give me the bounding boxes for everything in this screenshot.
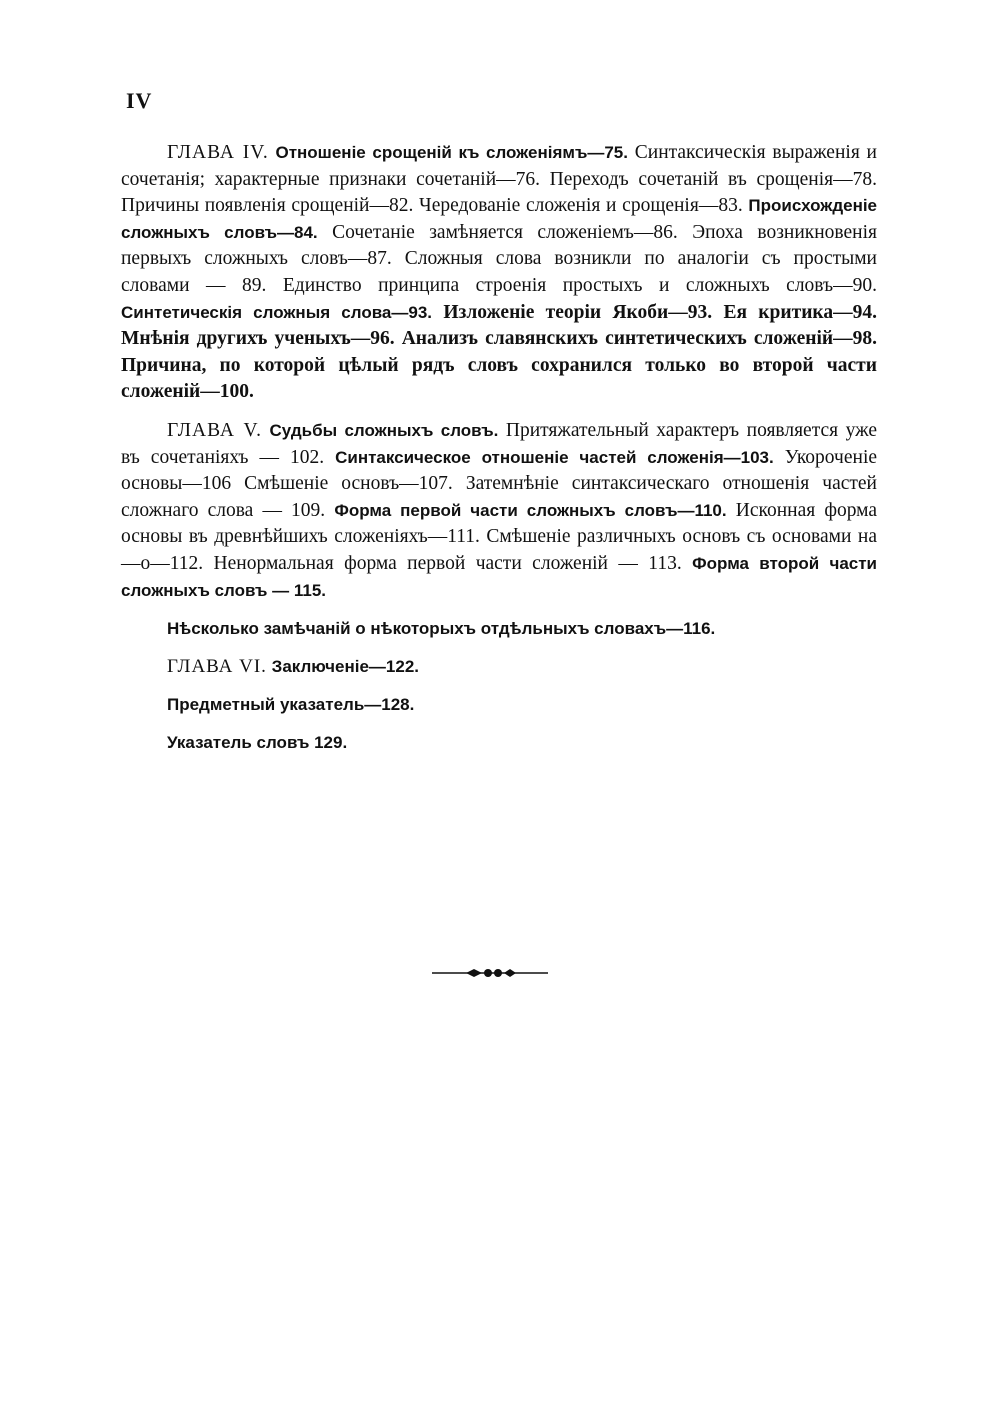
chapter-4-subheading-1: Происхожденіе сложныхъ словъ—84.	[121, 196, 878, 242]
chapter-4-heading: Отношеніе срощеній къ сложеніямъ—75.	[275, 143, 628, 162]
chapter-4-text-2: Сочетаніе замѣняется сложеніемъ—86. Эпоха возникновенія первыхъ сложныхъ словъ—87. Сложныя слова возникли по аналогіи съ простыми словами — 89. Единство принципа строенія простыхъ и сложныхъ словъ—90.	[121, 221, 878, 296]
page-number: IV	[126, 88, 153, 113]
chapter-4-label: ГЛАВА IV.	[167, 142, 269, 163]
chapter-6-label: ГЛАВА VI.	[167, 656, 267, 678]
chapter-5-text-3: Исконная форма основы въ древнѣйшихъ сложеніяхъ—111. Смѣшеніе различныхъ основъ съ основами на —о—112. Ненормальная форма первой части сложеній — 113.	[121, 499, 878, 574]
chapter-5-entry	[121, 418, 877, 604]
subject-index-heading: Предметный указатель—128.	[167, 695, 415, 715]
chapter-5-label: ГЛАВА V.	[167, 419, 262, 441]
word-index-heading: Указатель словъ 129.	[167, 733, 348, 753]
chapter-5-heading: Судьбы сложныхъ словъ.	[269, 420, 499, 440]
table-of-contents	[121, 140, 877, 768]
chapter-4-entry	[121, 140, 877, 406]
chapter-4-text-1: Синтаксическія выраженія и сочетанія; характерные признаки сочетаній—76. Переходъ сочетаній въ срощенія—78. Причины появленія срощеній—82. Чередованіе сложенія и срощенія—83.	[121, 142, 877, 217]
chapter-5-text-1: Притяжательный характеръ появляется уже въ сочетаніяхъ — 102.	[121, 419, 878, 468]
chapter-5-text-2: Укороченіе основы—106 Смѣшеніе основъ—107. Затемнѣніе синтаксическаго отношенія частей сложнаго слова — 109.	[121, 446, 878, 521]
subject-index-entry	[167, 692, 877, 718]
chapter-6-entry	[167, 654, 877, 680]
chapter-5-subheading-3: Форма второй части сложныхъ словъ — 115.	[121, 553, 878, 600]
chapter-6-heading: Заключеніе—122.	[271, 657, 420, 677]
remarks-entry	[167, 616, 877, 642]
chapter-4-text-3: Изложеніе теоріи Якоби—93. Ея критика—94. Мнѣнія другихъ ученыхъ—96. Анализъ славянскихъ синтетическихъ сложеній—98. Причина, по которой цѣлый рядъ словъ сохранился только во второй части сложеній—100.	[121, 301, 877, 403]
ornamental-rule-icon	[430, 963, 550, 983]
remarks-heading: Нѣсколько замѣчаній о нѣкоторыхъ отдѣльныхъ словахъ—116.	[167, 619, 716, 639]
chapter-4-subheading-2: Синтетическія сложныя слова—93.	[121, 302, 433, 322]
chapter-5-subheading-1: Синтаксическое отношеніе частей сложенія—103.	[335, 447, 774, 467]
word-index-entry	[167, 730, 877, 756]
chapter-5-subheading-2: Форма первой части сложныхъ словъ—110.	[334, 500, 727, 520]
